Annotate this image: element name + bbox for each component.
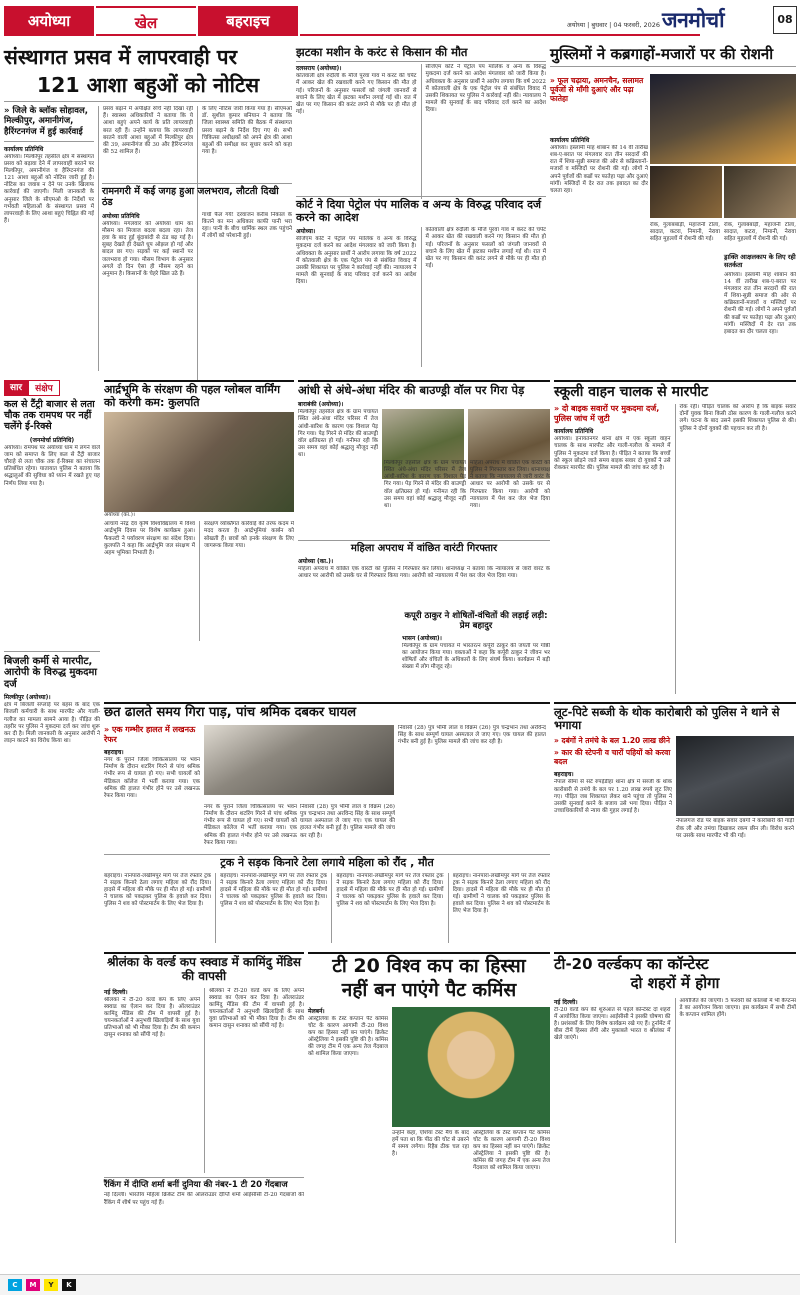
kicker: » एक गम्भीर हालत में लखनऊ रेफर [104,724,196,744]
story-warrant-arrest [298,540,550,610]
photo-collapse-site [204,725,394,795]
body-cont: गांधी फैल गये! दरवाजन करीब निकाल के कितने का मन अधिकार काफी पानी भरा रहा। पानी के बीच धार्मिक स्थल तक पहुंचने में लोगों को परेशानी हुई। [201,211,292,240]
body-cont: रोक, गुलाबबाड़ी, महाजनी टोला, सादात, कटरा, निमानी, नेरावा सहित मुहल्लों में रोशनी की गई। [650,222,720,243]
cmyk-y: Y [44,1279,58,1291]
body-col1: श्रीलंका ने टी-20 वर्ल्ड कप के लिए अपने स्क्वाड का ऐलान कर दिया है। ऑलराउंडर कामिंदु मेंडिस की टीम में वापसी हुई है। चयनकर्ताओं ने अनुभवी खिलाड़ियों के साथ युवा प्रतिभाओं को भी मौका दिया है। टीम की कमान दासुन शनाका को सौंपी गई है। [104,996,200,1039]
story-shab-e-barat [550,46,796,378]
photo-prayer [724,166,796,218]
story-karpoori [402,612,550,712]
body-col4: बहराइच। नानपारा-लखीमपुर मार्ग पर तेज रफ्तार ट्रक ने सड़क किनारे ठेला लगाए महिला को रौंद दिया। हादसे में महिला की मौके पर ही मौत हो गई। ग्रामीणों ने चालक को पकड़कर पुलिस के हवाले कर दिया। पुलिस ने शव को पोस्टमार्टम के लिए भेज दिया है। [452,872,550,915]
byline: अयोध्या। [296,228,316,236]
body-cont: कोतवाली क्षेत्र रुदौली के मौजे पुरवा गांव में करंट की चपेट में आकर खेत की रखवाली करने गए किसान की मौत हो गई। परिजनों के अनुसार फसलों को जंगली जानवरों से बचाने के लिए खेत में झटका मशीन लगाई गई थी। रात में खेत पर गए किसान की करंट लगने से मौके पर ही मौत हो गई। [425,227,546,270]
subhead: ड्राक्ति आक्षलकाप के लिए रही सतर्कता [724,253,796,269]
photo-wetland-event [104,412,294,512]
location-date: अयोध्या | बुधवार | 04 फरवरी, 2026 [566,21,660,29]
headline: कपूरी ठाकुर ने शोषितों-वंचितों की लड़ाई लड़ी: प्रेम बहादुर [404,611,548,631]
headline: छत ढालते समय गिरा पाड़, पांच श्रमिक दबकर घायल [104,705,357,720]
story-waterlogging [102,183,292,378]
headline: कोर्ट ने दिया पेट्रोल पंप मालिक व अन्य के विरुद्ध परिवाद दर्ज करने का आदेश [296,198,542,224]
body: नगर के पुराने जिला चिकित्सालय पर भवन निर्माण के दौरान शटरिंग गिरने से पांच श्रमिक गंभीर रूप से घायल हो गए। सभी घायलों को मेडिकल कॉलेज में भर्ती कराया गया। एक श्रमिक की हालत गंभीर होने पर उसे लखनऊ रेफर किया गया। [104,757,200,799]
sidebar-byline-1: (जनमोर्चा प्रतिनिधि) [29,436,75,444]
body: मिल्कीपुर के ग्राम पंचायत में भारतरत्न कर्पूरी ठाकुर की जयंती पर गोष्ठी का आयोजन किया गया। वक्ताओं ने कहा कि कर्पूरी ठाकुर ने जीवन भर शोषितों और वंचितों के अधिकारों के लिए संघर्ष किया। कार्यक्रम में बड़ी संख्या में लोग मौजूद रहे। [402,642,550,670]
headline-line1: टी 20 विश्व कप का हिस्सा [332,955,526,977]
cmyk-m: M [26,1279,40,1291]
photo-cummins [392,1007,550,1127]
story-petrol-pump-court [296,196,546,378]
masthead [0,0,800,44]
headline-line1: टी-20 वर्ल्डकप का कॉन्टेस्ट [554,955,709,973]
cmyk-k: K [62,1279,76,1291]
story-roof-collapse-cont2: निवासी (28) पुत्र भीमी लाल व विक्रम (26) पुत्र चन्द्रभान तथा अरविन्द सिंह के साथ सम्पूर्ण घायल अस्पताल ले जाए गए। एक घायल की हालत गंभीर बनी हुई है। पुलिस मामले की जांच कर रही है। [300,804,395,839]
body: महिला अपराध में वांछित एक वारंटी को पुलिस ने गिरफ्तार कर लिया। थानाध्यक्ष ने बताया कि न्यायालय से जारी वारंट के आधार पर आरोपी को उसके घर से गिरफ्तार किया गया। आरोपी को न्यायालय में पेश कर जेल भेज दिया गया। [298,565,550,579]
sidebar-headline-1: कल से टैंट्री बाजार से लता चौक तक रामपथ पर नहीं चलेंगे ई-रिक्से [4,399,95,432]
photo-car [676,736,794,816]
byline: नई दिल्ली। [554,998,578,1006]
sidebar-body-1: अयोध्या। रामपथ पर अयोध्या धाम में लगने वाले जाम को समाप्त के लिए कल से टैंट्री बाजार चौराहे से लता चौक तक ई-रिक्सा का संचालन प्रतिबंधित रहेगा। यातायात पुलिस ने बताया कि श्रद्धालुओं की सुविधा को ध्यान में रखते हुए यह निर्णय लिया गया है। [4,444,100,487]
body-col1: बहराइच। नानपारा-लखीमपुर मार्ग पर तेज रफ्तार ट्रक ने सड़क किनारे ठेला लगाए महिला को रौंद दिया। हादसे में महिला की मौके पर ही मौत हो गई। ग्रामीणों ने चालक को पकड़कर पुलिस के हवाले कर दिया। पुलिस ने शव को पोस्टमार्टम के लिए भेज दिया है। [104,872,212,908]
headline-line1: संस्थागत प्रसव में लापरवाही पर [4,45,237,69]
sub-body: नई दिल्ली। भारतीय महिला क्रिकेट टीम की ऑलराउंडर दीप्ति शर्मा आईसीसी टी-20 गेंदबाजों की रैंकिंग में शीर्ष पर पहुंच गई हैं। [104,1192,304,1206]
headline: रामनगरी में कई जगह हुआ जलभराव, लौटती दिखी ठंड [102,186,279,208]
body-col3: बहराइच। नानपारा-लखीमपुर मार्ग पर तेज रफ्तार ट्रक ने सड़क किनारे ठेला लगाए महिला को रौंद दिया। हादसे में महिला की मौके पर ही मौत हो गई। ग्रामीणों ने चालक को पकड़कर पुलिस के हवाले कर दिया। पुलिस ने शव को पोस्टमार्टम के लिए भेज दिया है। [336,872,444,908]
body-right-2: ऑस्ट्रेलिया के टेस्ट कप्तान पैट कमिंस चोट के कारण आगामी टी-20 विश्व कप का हिस्सा नहीं बन पाएंगे। क्रिकेट ऑस्ट्रेलिया ने इसकी पुष्टि की है। कमिंस की जगह टीम में एक अन्य तेज गेंदबाज को शामिल किया जाएगा। [473,1129,550,1172]
body-right: नेपालगंज रोड पर बाइक सवार दबंगों ने कारोबारी की गाड़ी रोक ली और तमंचा दिखाकर रकम छीन ली। विरोध करने पर उसके साथ मारपीट भी की गई। [676,818,794,839]
section-tab-ayodhya[interactable]: अयोध्या [4,6,94,36]
headline: ट्रक ने सड़क किनारे टेला लगाये महिला को रौंद , मौत [220,856,434,869]
story-vegetable-trader [554,702,796,950]
page-number-label: 08 [777,13,793,26]
story-truck-accident [104,854,550,949]
byline: कार्यालय प्रतिनिधि [554,428,594,436]
header-rule [300,34,700,36]
story-school-van [554,380,796,700]
body-col3: के लिए नोटिस जारी किया गया है। सीएमओ डॉ. सुशील कुमार बनियान ने बताया कि जिला स्वास्थ्य समिति की बैठक में संस्थागत प्रसव बढ़ाने के निर्देश दिए गए थे। सभी चिकित्सा अधीक्षकों को अपने क्षेत्र की आशा बहुओं की समीक्षा कर सुधार करने को कहा गया है। [202,106,293,156]
kicker: » फूल चढ़ाया, अमनचैन, सलामत पूर्वजों से माँगी दुआएं और पढ़ा फातेहा [550,76,644,103]
footer-bar [0,1274,800,1295]
story-roof-collapse-cont: नगर के पुराने जिला चिकित्सालय पर भवन निर्माण के दौरान शटरिंग गिरने से पांच श्रमिक गंभीर रूप से घायल हो गए। सभी घायलों को मेडिकल कॉलेज में भर्ती कराया गया। एक श्रमिक की हालत गंभीर होने पर उसे लखनऊ रेफर किया गया। [204,804,297,846]
byline: बहराइच। [554,771,574,779]
byline: दलसराय (अयोध्या)। [296,65,342,73]
sidebar-tab-saar: सार [4,380,28,396]
headline-line2: नहीं बन पाएंगे पैट कमिंस [341,978,517,1001]
body-col1: अयोध्या। मिल्कीपुर तहसील क्षेत्र में संस्थागत प्रसव को बढ़ावा देने में लापरवाही बरतने पर मिल्कीपुर, अमानीगंज व हैरिंग्टनगंज की 121 आशा बहुओं को नोटिस जारी हुई है। नोटिस का जवाब न देने पर उनके खिलाफ कार्रवाई की जाएगी। मिली जानकारी के अनुसार जिले के सीएमओ के निर्देशों पर गर्भवती महिलाओं के संस्थागत प्रसव में लापरवाही के लिए आशा बहुएं चिह्नित की गई हैं। [4,153,95,225]
story-cummins [308,952,550,1270]
story-srilanka-squad [104,952,304,1270]
headline-line2: 121 आशा बहुओं को नोटिस [36,72,260,97]
body-col2: प्रसव बढ़ाने में अपेक्षित रुचि नहीं दिखा रही हैं। स्वास्थ्य अधिकारियों ने बताया कि ये आशा बहुएं अपने कार्य के प्रति लापरवाही बरत रही हैं। उन्होंने बताया कि लापरवाही बरतने वाली आशा बहुओं में मिल्कीपुर क्षेत्र की 39, अमानीगंज की 30 और हैरिंग्टनगंज की 52 शामिल हैं। [103,106,194,156]
story-wetland [104,380,294,660]
kicker: » दो बाइक सवारों पर मुकदमा दर्ज, पुलिस जांच में जुटी [554,404,660,423]
byline: अयोध्या (का.)। [298,557,334,565]
body-col2: श्रीलंका ने टी-20 वर्ल्ड कप के लिए अपने स्क्वाड का ऐलान कर दिया है। ऑलराउंडर कामिंदु मेंडिस की टीम में वापसी हुई है। चयनकर्ताओं ने अनुभवी खिलाड़ियों के साथ युवा प्रतिभाओं को भी मौका दिया है। टीम की कमान दासुन शनाका को सौंपी गई है। [208,987,304,1030]
brand-logo: जनमोर्चा [662,7,725,32]
body-col2: बहराइच। नानपारा-लखीमपुर मार्ग पर तेज रफ्तार ट्रक ने सड़क किनारे ठेला लगाए महिला को रौंद दिया। हादसे में महिला की मौके पर ही मौत हो गई। ग्रामीणों ने चालक को पकड़कर पुलिस के हवाले कर दिया। पुलिस ने शव को पोस्टमार्टम के लिए भेज दिया है। [220,872,328,908]
headline: स्कूली वाहन चालक से मारपीट [554,384,709,400]
body: मिल्कीपुर तहसील क्षेत्र के ग्राम पंचायत स्थित अंधे-अंधा मंदिर परिसर में तेज आंधी-बारिश के कारण एक विशाल पेड़ गिर गया। पेड़ गिरने से मंदिर की बाउण्ड्री वॉल क्षतिग्रस्त हो गई। गनीमत रही कि उस समय वहां कोई श्रद्धालु मौजूद नहीं था। [298,409,378,459]
byline: बहराइच। [104,749,124,757]
story-tree-fall-cont2: महिला अपराध में वांछित एक वारंटी को पुलिस ने गिरफ्तार कर लिया। थानाध्यक्ष ने बताया कि न्यायालय से जारी वारंट के आधार पर आरोपी को उसके घर से गिरफ्तार किया गया। आरोपी को न्यायालय में पेश कर जेल भेज दिया गया। [470,460,550,509]
byline: कार्यालय प्रतिनिधि [4,145,44,153]
story-tree-fall-cont: मिल्कीपुर तहसील क्षेत्र के ग्राम पंचायत स्थित अंधे-अंधा मंदिर परिसर में तेज आंधी-बारिश के कारण एक विशाल पेड़ गिर गया। पेड़ गिरने से मंदिर की बाउण्ड्री वॉल क्षतिग्रस्त हो गई। गनीमत रही कि उस समय वहां कोई श्रद्धालु मौजूद नहीं था। [384,460,466,509]
headline: आंधी से अंधे-अंधा मंदिर की बाउण्ड्री वॉल पर गिरा पेड़ [298,383,525,397]
sidebar-tab-sankshep: संक्षेप [28,380,60,396]
byline: भासन (अयोध्या)। [402,634,442,642]
kicker-2: » कार की स्टेपनी व चारों पहियों को करवा बदल [554,748,671,767]
body: कोतवाली क्षेत्र रुदौली के मौजे पुरवा गांव में करंट की चपेट में आकर खेत की रखवाली करने गए किसान की मौत हो गई। परिजनों के अनुसार फसलों को जंगली जानवरों से बचाने के लिए खेत में झटका मशीन लगाई गई थी। रात में खेत पर गए किसान की करंट लगने से मौके पर ही मौत हो गई। [296,73,417,115]
page-number [773,6,797,34]
cmyk-c: C [8,1279,22,1291]
body: अयोध्या। मंगलवार को अयोध्या धाम का मौसम का मिजाज बदला बदला रहा। तेज हवा के बाद हुई बूंदाबांदी से ठंड बढ़ गई है। सुबह देखते ही देखते धूप ओझल हो गई और बादल छा गए। सड़कों पर कई स्थानों पर जलभराव हो गया। मौसम विभाग के अनुसार अगले दो दिन ऐसा ही मौसम रहने का अनुमान है। किसानों के चेहरे खिल उठे हैं। [102,220,193,277]
byline: अयोध्या प्रतिनिधि [102,212,140,220]
body: सीजेएम कोर्ट ने पेट्रोल पंप मालिक व अन्य के विरुद्ध मुकदमा दर्ज करने का आदेश मंगलवार को जारी किया है। अधिवक्ता के अनुसार प्रार्थी ने आरोप लगाया कि वर्ष 2022 में कोतवाली क्षेत्र के एक पेट्रोल पंप से संबंधित विवाद में उसकी शिकायत पर पुलिस ने कार्रवाई नहीं की। न्यायालय ने मामले की सुनवाई के बाद परिवाद दर्ज करने का आदेश दिया। [296,236,417,286]
body: नेपाल सीमा से सटे रुपईडीहा थाना क्षेत्र में सब्जी के थोक कारोबारी से तमंचे के बल पर 1.20 लाख रुपये लूट लिए गए। पीड़ित जब शिकायत लेकर थाने पहुंचा तो पुलिस ने उसकी सुनवाई करने के बजाय उसे भगा दिया। पीड़ित ने उच्चाधिकारियों से न्याय की गुहार लगाई है। [554,779,672,815]
section-tab-sports[interactable]: खेल [96,6,196,36]
sidebar-headline-2: बिजली कर्मी से मारपीट, आरोपी के विरुद्ध मुकदमा दर्ज [4,651,100,691]
story-captains-day [554,952,796,1270]
sidebar-brief [4,380,100,1270]
body-cont: सीजेएम कोर्ट ने पेट्रोल पंप मालिक व अन्य के विरुद्ध मुकदमा दर्ज करने का आदेश मंगलवार को जारी किया है। अधिवक्ता के अनुसार प्रार्थी ने आरोप लगाया कि वर्ष 2022 में कोतवाली क्षेत्र के एक पेट्रोल पंप से संबंधित विवाद में उसकी शिकायत पर पुलिस ने कार्रवाई नहीं की। न्यायालय ने मामले की सुनवाई के बाद परिवाद दर्ज करने का आदेश दिया। [425,64,546,114]
headline-line2: दो शहरों में होगा [630,974,720,993]
sidebar-body-2: क्षेत्र में बिजली सप्लाई पर बहस के बाद एक बिजली कर्मचारी के साथ मारपीट और गाली-गलौज का मामला सामने आया है। पीड़ित की तहरीर पर पुलिस ने मुकदमा दर्ज कर जांच शुरू कर दी है। मिली जानकारी के अनुसार आरोपी ने लाइन काटने का विरोध किया था। [4,702,100,745]
photo-lights-grave [650,74,796,164]
body: अयोध्या। इस्लामी माह शाबान की 14 वीं तारीख शब-ए-बरात पर मंगलवार रात तीन सरदारों की रात में शिया-सुन्नी समाज की ओर से कब्रिस्तानों-मजारों व मस्जिदों पर रोशनी की गई। लोगों ने अपने पूर्वजों की कब्रों पर फातेहा पढ़ा और दुआएं मांगीं। मस्जिदों में देर रात तक इबादत का दौर चलता रहा। [550,145,648,194]
byline: कार्यालय प्रतिनिधि [550,137,590,144]
photo-caption: अयोध्या (का.)। [104,512,136,519]
headline: लूट-पिटे सब्जी के थोक कारोबारी को पुलिस ने थाने से भगाया [554,705,780,733]
body-right: निवासी (28) पुत्र भीमी लाल व विक्रम (26) पुत्र चन्द्रभान तथा अरविन्द सिंह के साथ सम्पूर्ण घायल अस्पताल ले जाए गए। एक घायल की हालत गंभीर बनी हुई है। पुलिस मामले की जांच कर रही है। [398,724,546,746]
body-tail: अयोध्या। इस्लामी माह शाबान की 14 वीं तारीख शब-ए-बरात पर मंगलवार रात तीन सरदारों की रात में शिया-सुन्नी समाज की ओर से कब्रिस्तानों-मजारों व मस्जिदों पर रोशनी की गई। लोगों ने अपने पूर्वजों की कब्रों पर फातेहा पढ़ा और दुआएं मांगीं। मस्जिदों में देर रात तक इबादत का दौर चलता रहा। [724,271,796,335]
body-col1: आचार्य नरेंद्र देव कृषि विश्वविद्यालय में विश्व आर्द्रभूमि दिवस पर विशेष कार्यक्रम हुआ। फैकल्टी ने पर्यावरण संरक्षण का संदेश दिया। कुलपति ने कहा कि आर्द्रभूमि जल संरक्षण में अहम भूमिका निभाती है। [104,521,195,556]
body: ऑस्ट्रेलिया के टेस्ट कप्तान पैट कमिंस चोट के कारण आगामी टी-20 विश्व कप का हिस्सा नहीं बन पाएंगे। क्रिकेट ऑस्ट्रेलिया ने इसकी पुष्टि की है। कमिंस की जगह टीम में एक अन्य तेज गेंदबाज को शामिल किया जाएगा। [308,1015,388,1058]
body-right: उन्होंने कहा, एशिया टेस्ट मैच के बाद हमें पता था कि पीठ की चोट से उबरने में समय लगेगा। रिहैब ठीक चल रहा है। [392,1129,469,1158]
photo-mazar [650,166,722,218]
subhead: रैंकिंग में दीप्ति शर्मा बनीं दुनिया की नंबर-1 टी 20 गेंदबाज [104,1177,304,1191]
headline: महिला अपराध में वांछित वारंटी गिरफ्तार [350,543,498,554]
story-farmer-death [296,46,546,196]
body-col2: संरक्षण व्यक्तिगत कार्रवाई की तरफ कदम में मदद करता है। आर्द्रभूमियां कार्बन को सोखती हैं। छात्रों को इनके संरक्षण के लिए जागरूक किया गया। [203,521,294,549]
body-right: रोक रही। पीड़ित चालक को आरोप है कि बाइक सवार दोनों युवक बिना किसी ठोस कारण के गाली-गलौज करने लगे। घटना के बाद उसने इसकी शिकायत पुलिस से की। पुलिस ने दोनों युवकों की पहचान कर ली है। [679,404,796,432]
kicker-1: » दबंगों ने तमंचे के बल 1.20 लाख छीने [554,736,671,746]
body: अयोध्या। इनायतनगर थाना क्षेत्र में एक स्कूली वाहन चालक के साथ मारपीट और गाली-गलौज के मामले में पुलिस ने मुकदमा दर्ज किया है। पीड़ित ने बताया कि बच्चों को स्कूल छोड़ने जाते समय बाइक सवार दो युवकों ने उसे रोककर मारपीट की। पुलिस मामले की जांच कर रही है। [554,436,671,471]
kicker: » जिले के ब्लॉक सोहावल, मिल्कीपुर, अमानीगंज, हैरिंग्टनगंज में हुई कार्रवाई [4,106,94,142]
headline: मुस्लिमों ने कब्रगाहों-मजारों पर की रोशनी [550,45,774,63]
caption-right: रोक, गुलाबबाड़ी, महाजनी टोला, सादात, कटरा, निमानी, नेरावा सहित मुहल्लों में रोशनी की गई। [724,222,796,243]
body-right: आयोजित की जाएगी। 5 फरवरी को कोलंबो में भी कैप्टन्स डे का आयोजन किया जाएगा। इस कार्यक्रम में सभी टीमों के कप्तान शामिल होंगे। [679,997,796,1018]
byline: नई दिल्ली। [104,988,128,996]
section-tab-bahraich[interactable]: बहराइच [198,6,298,36]
byline: बाराबंकी (अयोध्या)। [298,401,344,409]
body: टी-20 वर्ल्ड कप की शुरुआत से पहले कॉन्टेस्ट दो शहरों में आयोजित किया जाएगा। आईसीसी ने इसकी घोषणा की है। प्रशंसकों के लिए विशेष कार्यक्रम रखे गए हैं। टूर्नामेंट में बीस टीमें हिस्सा लेंगी और मुकाबले भारत व श्रीलंका में खेले जाएंगे। [554,1006,671,1042]
headline: आर्द्रभूमि के संरक्षण की पहल ग्लोबल वार्मिंग को करेगी कम: कुलपति [104,383,281,409]
sidebar-byline-2: मिल्कीपुर (अयोध्या)। [4,694,51,702]
headline: श्रीलंका के वर्ल्ड कप स्क्वाड में कामिंदु मेंडिस की वापसी [106,955,302,983]
headline: झटका मशीन के करंट से किसान की मौत [296,45,468,59]
byline: मेलबर्न। [308,1007,325,1015]
